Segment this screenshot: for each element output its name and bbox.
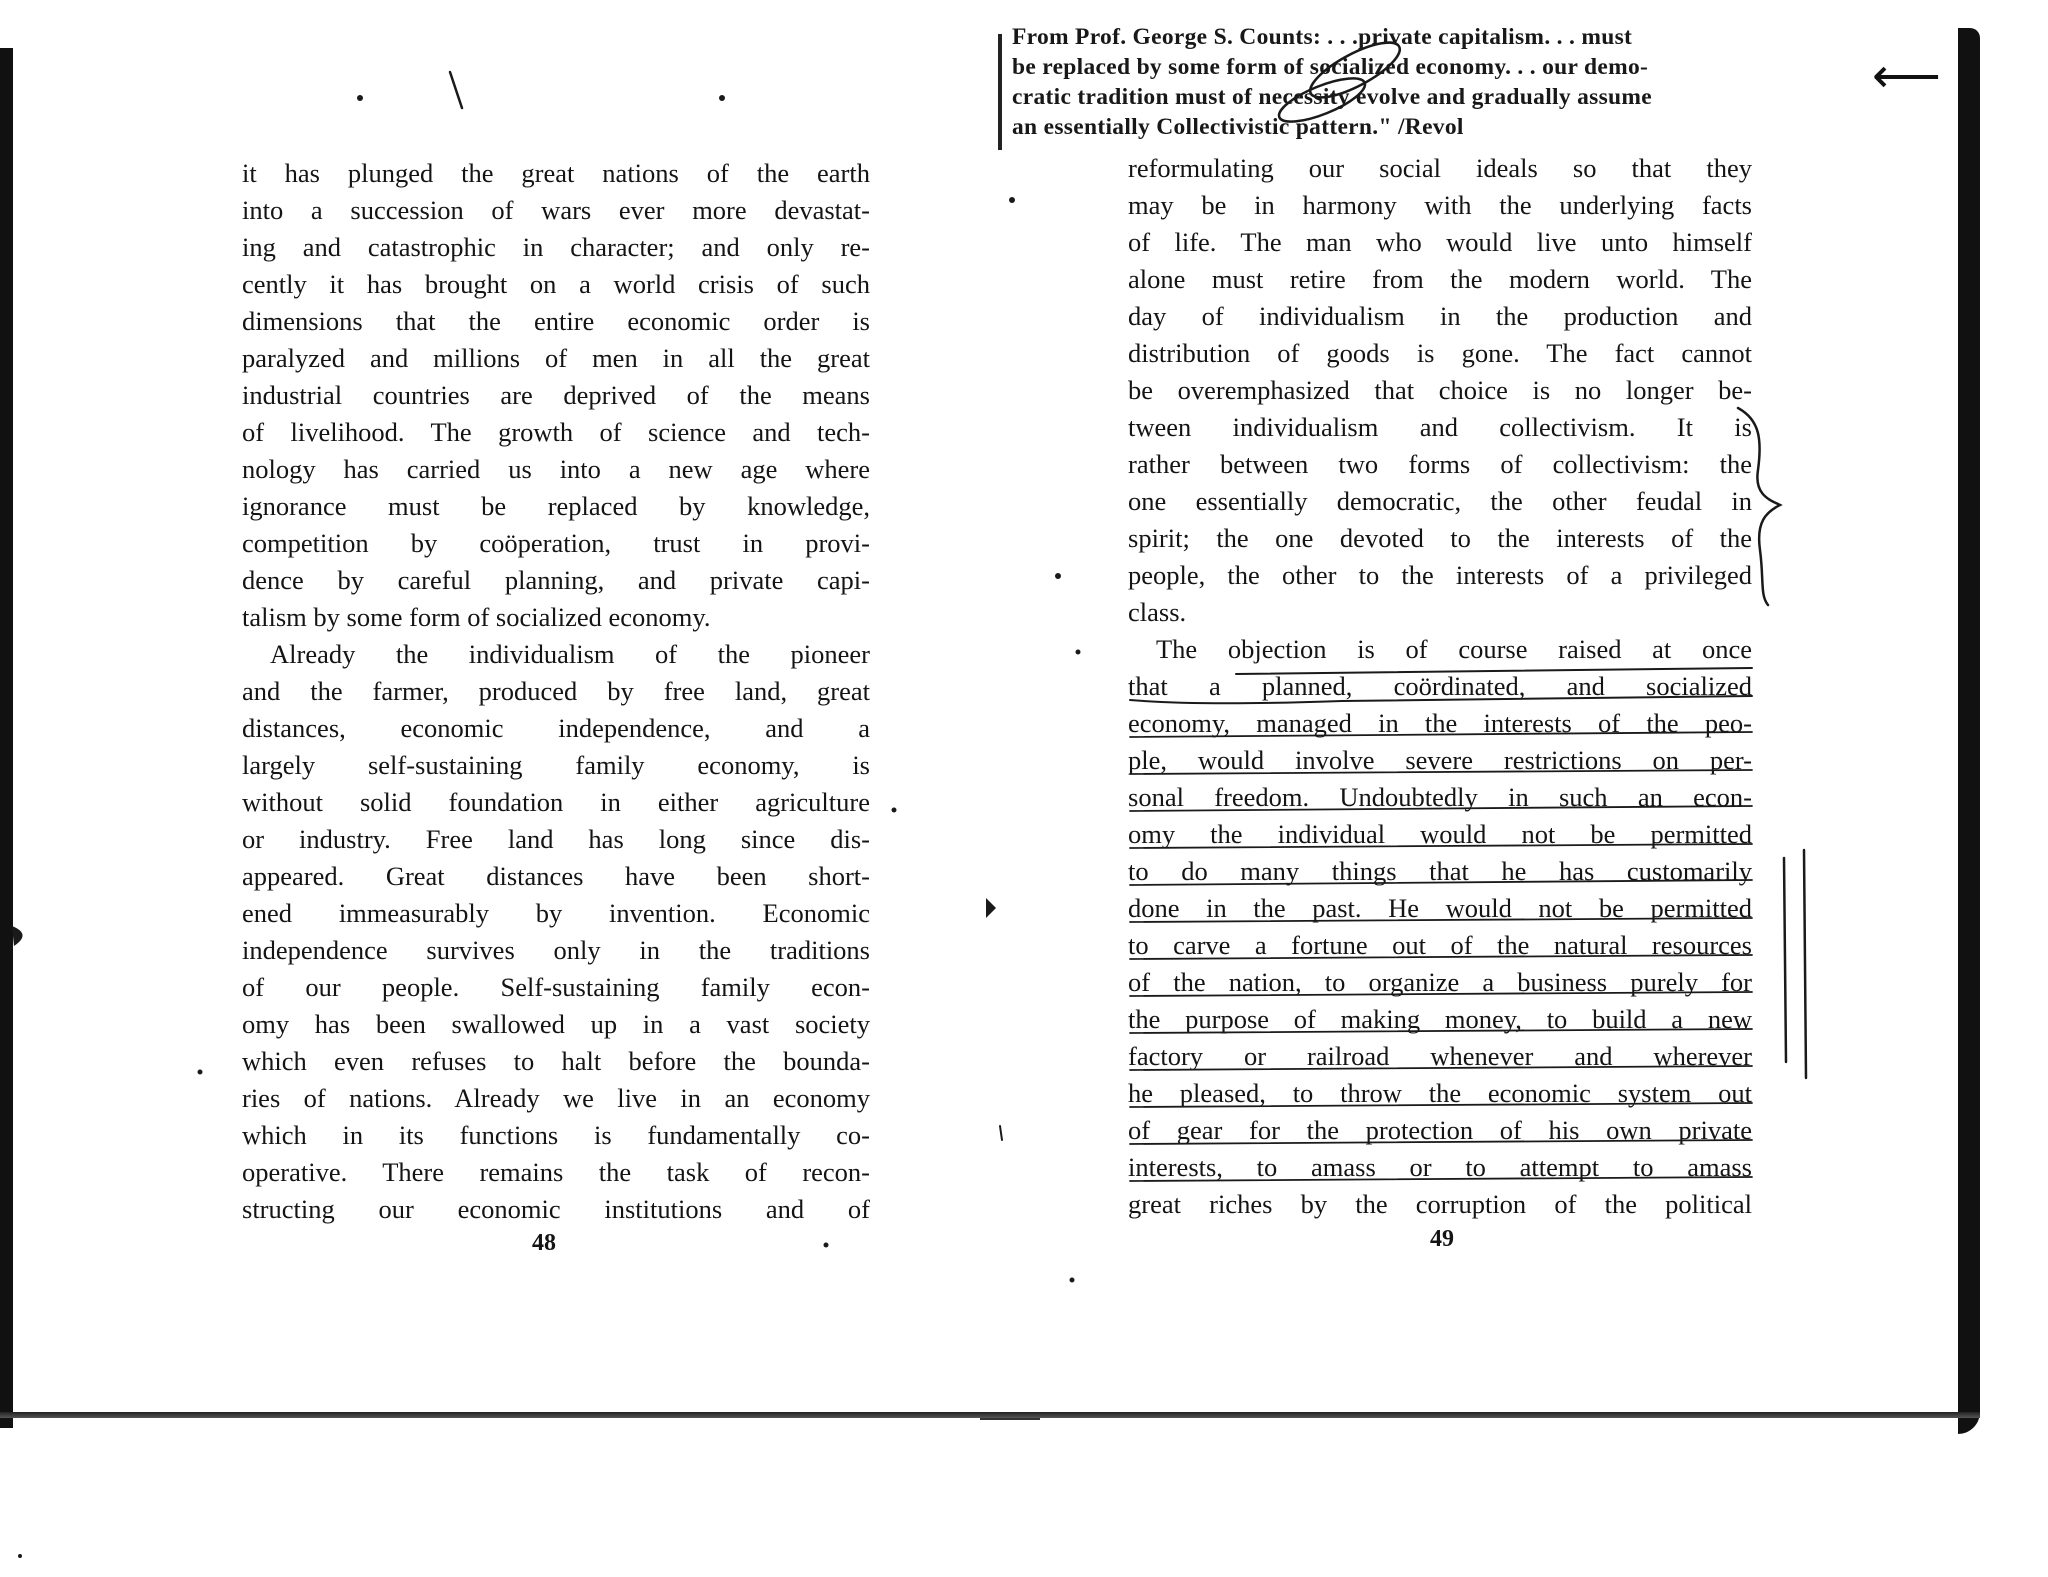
text-line: dimensions that the entire economic order is bbox=[242, 306, 870, 336]
text-line: class. bbox=[1128, 597, 1187, 627]
text-line: alone must retire from the modern world. The bbox=[1128, 264, 1752, 294]
text-line: may be in harmony with the underlying facts bbox=[1128, 190, 1752, 220]
text-line: ries of nations. Already we live in an economy bbox=[242, 1083, 870, 1113]
text-line: done in the past. He would not be permitted bbox=[1128, 893, 1752, 923]
text-line: of livelihood. The growth of science and tech- bbox=[242, 417, 870, 447]
note-line: be replaced by some form of socialized economy. . . our demo- bbox=[1012, 54, 1649, 80]
handwritten-arrow-icon: ⟵ bbox=[1872, 48, 1941, 104]
left-edge-mark bbox=[12, 926, 23, 946]
text-line: The objection is of course raised at once bbox=[1156, 634, 1752, 664]
text-line: he pleased, to throw the economic system out bbox=[1128, 1078, 1752, 1108]
margin-brace-mark bbox=[1738, 408, 1780, 605]
text-line: one essentially democratic, the other feudal in bbox=[1128, 486, 1752, 516]
text-line: paralyzed and millions of men in all the great bbox=[242, 343, 870, 373]
text-line: nology has carried us into a new age where bbox=[242, 454, 870, 484]
text-line: operative. There remains the task of recon- bbox=[242, 1157, 870, 1187]
text-line: ened immeasurably by invention. Economic bbox=[242, 898, 870, 928]
underline-mark bbox=[1130, 1066, 1752, 1070]
text-line: economy, managed in the interests of the peo- bbox=[1128, 708, 1752, 738]
text-line: omy the individual would not be permitted bbox=[1128, 819, 1752, 849]
underline-mark bbox=[1236, 668, 1752, 674]
text-line: that a planned, coördinated, and socialized bbox=[1128, 671, 1752, 701]
text-line: distances, economic independence, and a bbox=[242, 713, 870, 743]
text-line: dence by careful planning, and private capi- bbox=[242, 565, 870, 595]
text-line: great riches by the corruption of the political bbox=[1128, 1189, 1752, 1219]
text-line: Already the individualism of the pioneer bbox=[270, 639, 870, 669]
text-line: structing our economic institutions and of bbox=[242, 1194, 870, 1224]
underline-mark bbox=[1130, 880, 1752, 885]
underline-mark bbox=[1130, 770, 1752, 774]
note-line: From Prof. George S. Counts: . . .private capitalism. . . must bbox=[1012, 24, 1633, 50]
text-line: to carve a fortune out of the natural resources bbox=[1128, 930, 1752, 960]
underline-mark bbox=[1130, 696, 1752, 703]
text-line: it has plunged the great nations of the earth bbox=[242, 158, 870, 188]
text-line: to do many things that he has customarily bbox=[1128, 856, 1752, 886]
text-line: of our people. Self-sustaining family econ- bbox=[242, 972, 870, 1002]
text-line: competition by coöperation, trust in provi- bbox=[242, 528, 870, 558]
text-line: which in its functions is fundamentally co- bbox=[242, 1120, 870, 1150]
text-line: be overemphasized that choice is no longer be- bbox=[1128, 375, 1752, 405]
page-number-right: 49 bbox=[1430, 1226, 1454, 1252]
underline-mark bbox=[1130, 732, 1752, 737]
text-line: tween individualism and collectivism. It is bbox=[1128, 412, 1752, 442]
text-line: which even refuses to halt before the bounda- bbox=[242, 1046, 870, 1076]
underline-mark bbox=[1130, 1177, 1752, 1181]
text-line: interests, to amass or to attempt to amass bbox=[1128, 1152, 1752, 1182]
underline-mark bbox=[1130, 1103, 1752, 1107]
text-line: of life. The man who would live unto himself bbox=[1128, 227, 1752, 257]
text-line: of the nation, to organize a business purely for bbox=[1128, 967, 1752, 997]
text-line: sonal freedom. Undoubtedly in such an econ- bbox=[1128, 782, 1752, 812]
text-line: rather between two forms of collectivism: the bbox=[1128, 449, 1752, 479]
text-line: and the farmer, produced by free land, great bbox=[242, 676, 870, 706]
page-number-left: 48 bbox=[532, 1230, 556, 1256]
text-line: largely self-sustaining family economy, is bbox=[242, 750, 870, 780]
text-line: of gear for the protection of his own private bbox=[1128, 1115, 1752, 1145]
underline-mark bbox=[1130, 992, 1752, 996]
margin-arrow-mark bbox=[986, 898, 996, 918]
text-line: without solid foundation in either agriculture bbox=[242, 787, 870, 817]
text-line: factory or railroad whenever and wherever bbox=[1128, 1041, 1752, 1071]
text-line: reformulating our social ideals so that they bbox=[1128, 153, 1752, 183]
text-line: the purpose of making money, to build a new bbox=[1128, 1004, 1752, 1034]
text-line: spirit; the one devoted to the interests of the bbox=[1128, 523, 1752, 553]
underline-mark bbox=[1130, 1029, 1752, 1033]
underline-mark bbox=[1130, 806, 1752, 811]
note-line: an essentially Collectivistic pattern." /Revol bbox=[1012, 114, 1464, 140]
text-line: ignorance must be replaced by knowledge, bbox=[242, 491, 870, 521]
text-line: talism by some form of socialized economy. bbox=[242, 602, 711, 632]
underline-mark bbox=[1130, 1140, 1752, 1144]
text-line: or industry. Free land has long since dis- bbox=[242, 824, 870, 854]
underline-mark bbox=[1130, 955, 1752, 959]
text-line: industrial countries are deprived of the means bbox=[242, 380, 870, 410]
note-line: cratic tradition must of necessity evolve and gradually assume bbox=[1012, 84, 1652, 110]
text-line: into a succession of wars ever more devastat- bbox=[242, 195, 870, 225]
note-circle-mark bbox=[1274, 70, 1370, 130]
text-line: distribution of goods is gone. The fact cannot bbox=[1128, 338, 1752, 368]
underline-mark bbox=[1130, 918, 1752, 922]
margin-line-mark bbox=[1804, 850, 1806, 1078]
text-line: ple, would involve severe restrictions on per- bbox=[1128, 745, 1752, 775]
text-line: cently it has brought on a world crisis of such bbox=[242, 269, 870, 299]
text-line: independence survives only in the traditions bbox=[242, 935, 870, 965]
text-line: ing and catastrophic in character; and only re- bbox=[242, 232, 870, 262]
underline-mark bbox=[1130, 844, 1752, 848]
margin-line-mark bbox=[1784, 858, 1786, 1062]
text-line: people, the other to the interests of a privileged bbox=[1128, 560, 1752, 590]
stray-mark bbox=[1000, 1126, 1002, 1140]
text-line: appeared. Great distances have been short- bbox=[242, 861, 870, 891]
stray-mark bbox=[450, 72, 462, 108]
text-line: day of individualism in the production and bbox=[1128, 301, 1752, 331]
text-line: omy has been swallowed up in a vast society bbox=[242, 1009, 870, 1039]
